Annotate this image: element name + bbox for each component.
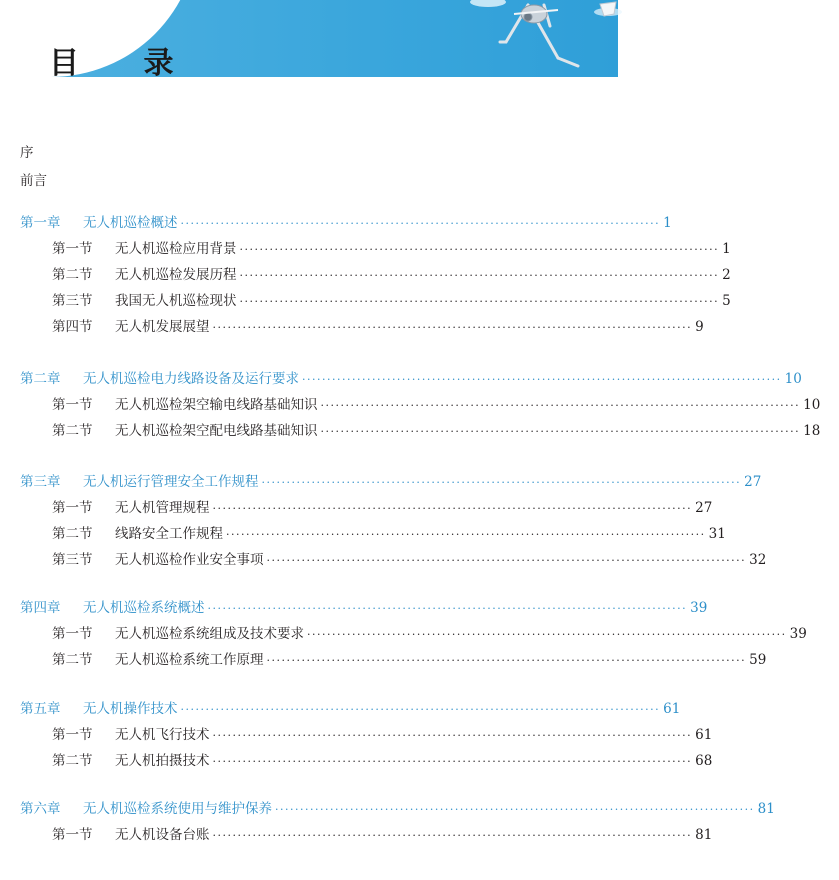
chapter-number: 第四章: [20, 600, 61, 616]
leader-dots: ································································································: [212, 502, 693, 515]
toc-section-4-1[interactable]: [0, 624, 807, 644]
section-number: 第二节: [52, 652, 93, 668]
page-number: 27: [695, 500, 713, 516]
leader-dots: ································································································: [320, 425, 801, 438]
page-number: 59: [749, 652, 767, 668]
leader-dots: ································································································: [239, 269, 720, 282]
leader-dots: ································································································: [307, 628, 787, 641]
section-number: 第一节: [52, 397, 93, 413]
toc-section-2-2[interactable]: [0, 421, 821, 441]
section-title: 线路安全工作规程: [115, 526, 223, 542]
section-title: 无人机巡检架空配电线路基础知识: [115, 423, 318, 439]
leader-dots: ································································································: [239, 295, 720, 308]
section-number: 第三节: [52, 293, 93, 309]
page-number: 31: [708, 526, 726, 542]
page-number: 32: [749, 552, 767, 568]
page-number: 9: [695, 319, 704, 335]
chapter-title: 无人机巡检系统使用与维护保养: [83, 801, 272, 817]
section-title: 无人机巡检架空输电线路基础知识: [115, 397, 318, 413]
leader-dots: ································································································: [226, 528, 706, 541]
leader-dots: ································································································: [212, 829, 693, 842]
section-title: 无人机飞行技术: [115, 727, 210, 743]
page-title: 目 录: [49, 46, 201, 81]
section-title: 无人机巡检作业安全事项: [115, 552, 264, 568]
leader-dots: ································································································: [180, 703, 661, 716]
toc-section-1-1[interactable]: [0, 239, 731, 259]
leader-dots: ································································································: [239, 243, 720, 256]
page-number: 5: [722, 293, 731, 309]
chapter-number: 第三章: [20, 474, 61, 490]
section-number: 第三节: [52, 552, 93, 568]
chapter-number: 第一章: [20, 215, 61, 231]
toc-chapter-1[interactable]: [0, 213, 672, 233]
toc-section-4-2[interactable]: [0, 650, 767, 670]
toc-chapter-2[interactable]: [0, 369, 802, 389]
toc-section-5-1[interactable]: [0, 725, 713, 745]
chapter-title: 无人机操作技术: [83, 701, 178, 717]
leader-dots: ································································································: [207, 602, 688, 615]
section-number: 第一节: [52, 727, 93, 743]
toc-section-3-3[interactable]: [0, 550, 767, 570]
section-title: 无人机巡检发展历程: [115, 267, 237, 283]
toc-section-3-1[interactable]: [0, 498, 713, 518]
chapter-title: 无人机巡检电力线路设备及运行要求: [83, 371, 299, 387]
toc-section-1-4[interactable]: [0, 317, 704, 337]
section-title: 无人机巡检应用背景: [115, 241, 237, 257]
page-number: 61: [695, 727, 713, 743]
toc-chapter-6[interactable]: [0, 799, 775, 819]
leader-dots: ································································································: [302, 373, 782, 386]
page-number: 68: [695, 753, 713, 769]
header-banner: [0, 0, 618, 81]
page-number: 81: [757, 801, 775, 817]
section-number: 第二节: [52, 423, 93, 439]
section-number: 第一节: [52, 626, 93, 642]
chapter-number: 第二章: [20, 371, 61, 387]
leader-dots: ································································································: [212, 729, 693, 742]
chapter-title: 无人机巡检系统概述: [83, 600, 205, 616]
front-matter-foreword[interactable]: 前言: [20, 173, 47, 189]
section-number: 第二节: [52, 267, 93, 283]
chapter-title: 无人机运行管理安全工作规程: [83, 474, 259, 490]
section-number: 第四节: [52, 319, 93, 335]
section-number: 第二节: [52, 526, 93, 542]
front-matter-preface[interactable]: 序: [20, 145, 34, 161]
section-title: 无人机巡检系统组成及技术要求: [115, 626, 304, 642]
chapter-number: 第六章: [20, 801, 61, 817]
leader-dots: ································································································: [180, 217, 661, 230]
chapter-number: 第五章: [20, 701, 61, 717]
leader-dots: ································································································: [266, 554, 747, 567]
page-number: 81: [695, 827, 713, 843]
toc-section-1-2[interactable]: [0, 265, 731, 285]
page-number: 10: [784, 371, 802, 387]
section-number: 第一节: [52, 241, 93, 257]
drone-illustration-icon: [448, 0, 618, 77]
page-number: 2: [722, 267, 731, 283]
page-number: 1: [722, 241, 731, 257]
leader-dots: ································································································: [261, 476, 742, 489]
section-title: 无人机发展展望: [115, 319, 210, 335]
chapter-title: 无人机巡检概述: [83, 215, 178, 231]
toc-section-1-3[interactable]: [0, 291, 731, 311]
leader-dots: ································································································: [266, 654, 747, 667]
section-title: 我国无人机巡检现状: [115, 293, 237, 309]
toc-chapter-5[interactable]: [0, 699, 681, 719]
leader-dots: ································································································: [212, 321, 693, 334]
toc-chapter-3[interactable]: [0, 472, 762, 492]
leader-dots: ································································································: [212, 755, 693, 768]
leader-dots: ································································································: [320, 399, 801, 412]
section-title: 无人机拍摄技术: [115, 753, 210, 769]
page-number: 1: [663, 215, 672, 231]
toc-chapter-4[interactable]: [0, 598, 708, 618]
section-title: 无人机管理规程: [115, 500, 210, 516]
toc-section-5-2[interactable]: [0, 751, 713, 771]
section-title: 无人机设备台账: [115, 827, 210, 843]
toc-section-2-1[interactable]: [0, 395, 821, 415]
page-number: 18: [803, 423, 821, 439]
section-number: 第二节: [52, 753, 93, 769]
page-number: 39: [690, 600, 708, 616]
page-number: 61: [663, 701, 681, 717]
leader-dots: ································································································: [275, 803, 755, 816]
toc-section-6-1[interactable]: [0, 825, 713, 845]
page-number: 39: [789, 626, 807, 642]
page-number: 27: [744, 474, 762, 490]
section-number: 第一节: [52, 500, 93, 516]
toc-section-3-2[interactable]: [0, 524, 726, 544]
section-number: 第一节: [52, 827, 93, 843]
section-title: 无人机巡检系统工作原理: [115, 652, 264, 668]
page-number: 10: [803, 397, 821, 413]
